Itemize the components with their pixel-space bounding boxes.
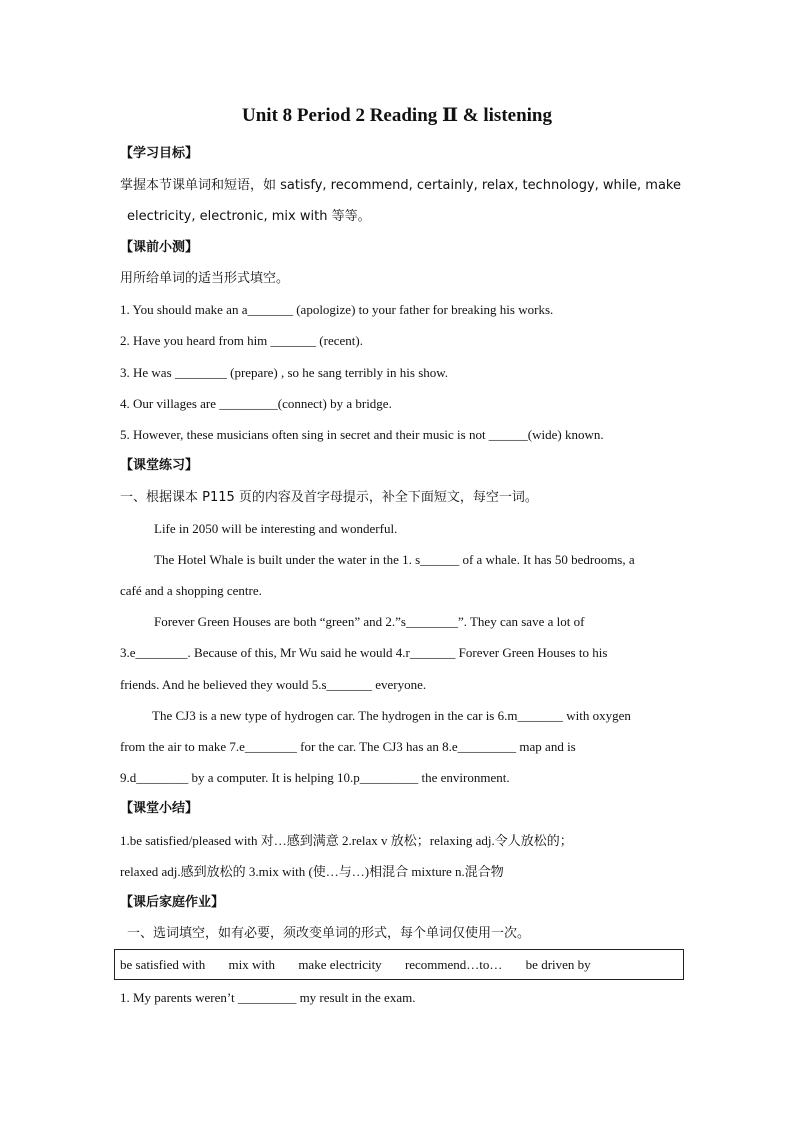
- pretest-instruction: 用所给单词的适当形式填空。: [120, 271, 290, 286]
- summary-line-1: 1.be satisfied/pleased with 对…感到满意 2.relax v 放松；relaxing adj.令人放松的；: [120, 833, 573, 848]
- summary-heading: 【课堂小结】: [120, 801, 199, 816]
- homework-heading: 【课后家庭作业】: [120, 895, 225, 910]
- word-bank-item: mix with: [228, 957, 276, 972]
- practice-line: The CJ3 is a new type of hydrogen car. The hydrogen in the car is 6.m_______ with oxygen: [152, 708, 631, 723]
- summary-line-2: relaxed adj.感到放松的 3.mix with (使…与…)相混合 mixture n.混合物: [120, 864, 504, 879]
- pretest-item-1: 1. You should make an a_______ (apologize) to your father for breaking his works.: [120, 302, 554, 317]
- word-bank-item: be driven by: [525, 957, 591, 972]
- word-bank-item: make electricity: [298, 957, 382, 972]
- homework-instruction: 一、选词填空，如有必要，须改变单词的形式，每个单词仅使用一次。: [127, 926, 531, 941]
- page-title: Unit 8 Period 2 Reading Ⅱ & listening: [242, 105, 552, 126]
- practice-line: 9.d________ by a computer. It is helping 10.p_________ the environment.: [120, 770, 510, 785]
- word-bank-item: be satisfied with: [120, 957, 206, 972]
- practice-line: friends. And he believed they would 5.s_______ everyone.: [120, 677, 427, 692]
- objectives-line-1: 掌握本节课单词和短语，如 satisfy, recommend, certainly, relax, technology, while, make: [120, 178, 681, 193]
- pretest-item-5: 5. However, these musicians often sing in secret and their music is not ______(wide) known.: [120, 427, 604, 442]
- pretest-item-3: 3. He was ________ (prepare) , so he sang terribly in his show.: [120, 365, 449, 380]
- homework-item-1: 1. My parents weren’t _________ my result in the exam.: [120, 990, 416, 1005]
- word-bank-box: [114, 949, 684, 980]
- practice-line: Forever Green Houses are both “green” and 2.”s________”. They can save a lot of: [154, 614, 585, 629]
- practice-instruction: 一、根据课本 P115 页的内容及首字母提示，补全下面短文，每空一词。: [120, 490, 538, 505]
- pretest-heading: 【课前小测】: [120, 240, 199, 255]
- word-bank-item: recommend…to…: [404, 957, 503, 972]
- practice-line: 3.e________. Because of this, Mr Wu said he would 4.r_______ Forever Green Houses to his: [120, 645, 608, 660]
- objectives-heading: 【学习目标】: [120, 146, 199, 161]
- objectives-line-2: electricity, electronic, mix with 等等。: [127, 209, 371, 224]
- pretest-item-2: 2. Have you heard from him _______ (recent).: [120, 333, 363, 348]
- practice-heading: 【课堂练习】: [120, 458, 199, 473]
- practice-line: Life in 2050 will be interesting and wonderful.: [154, 521, 398, 536]
- practice-line: from the air to make 7.e________ for the car. The CJ3 has an 8.e_________ map and is: [120, 739, 576, 754]
- practice-line: The Hotel Whale is built under the water in the 1. s______ of a whale. It has 50 bedrooms, a: [154, 552, 635, 567]
- pretest-item-4: 4. Our villages are _________(connect) by a bridge.: [120, 396, 392, 411]
- practice-line: café and a shopping centre.: [120, 583, 262, 598]
